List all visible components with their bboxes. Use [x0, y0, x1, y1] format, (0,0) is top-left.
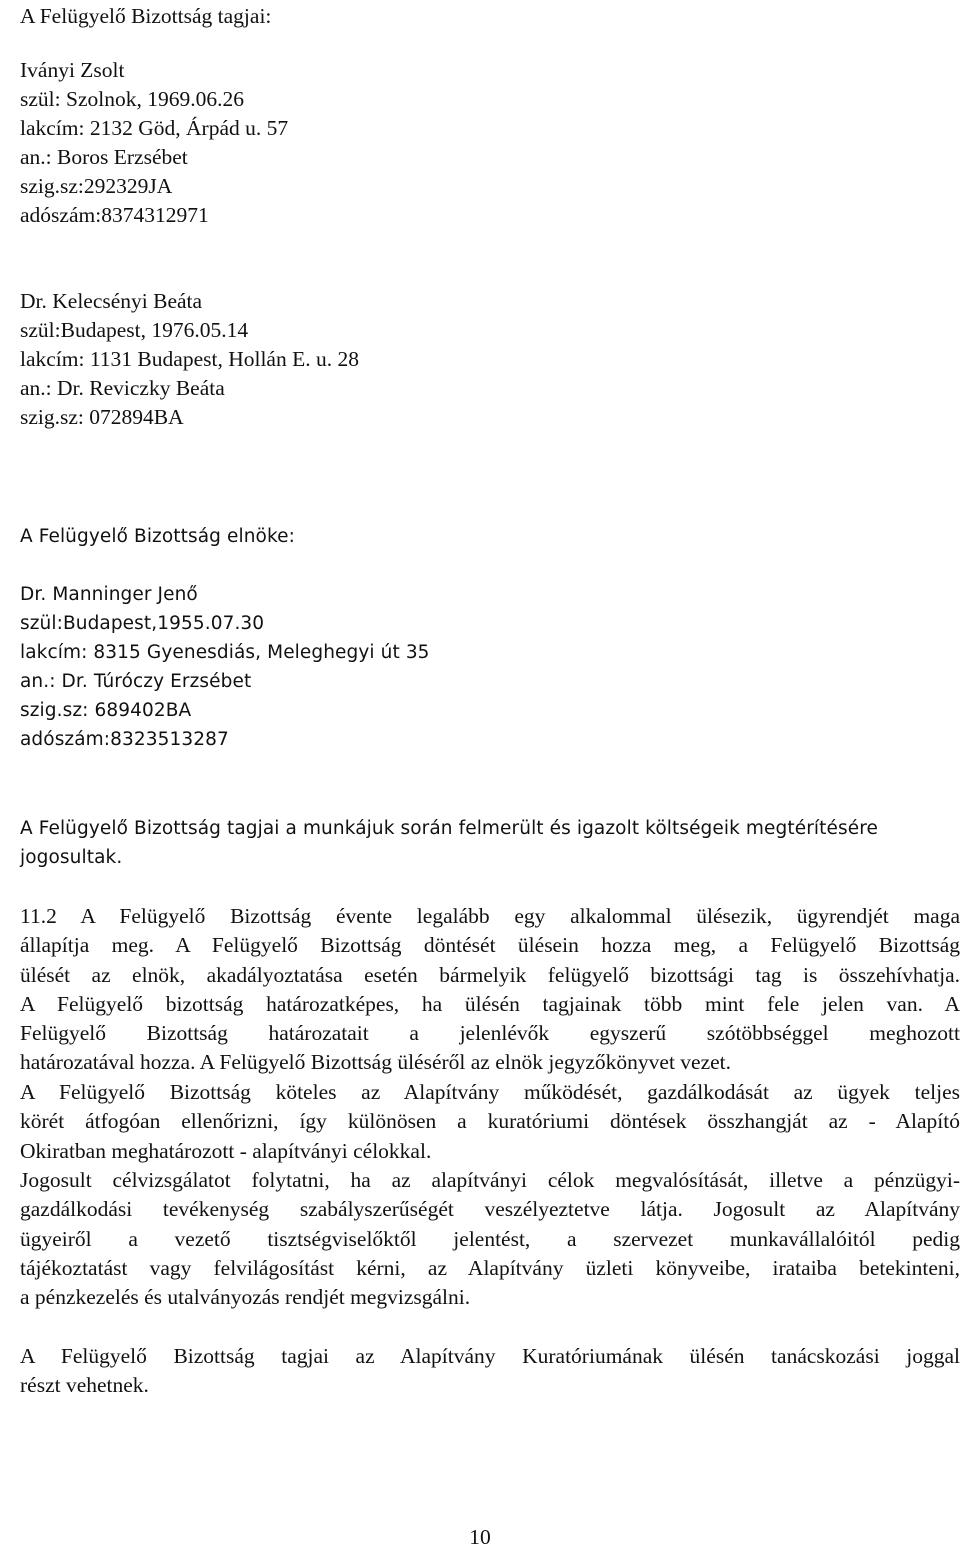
paragraph-line: ügyeiről a vezető tisztségviselőktől jelentést, a szervezet munkavállalóitól pedig: [20, 1226, 960, 1251]
member-id: szig.sz: 072894BA: [20, 405, 184, 429]
paragraph-line: a pénzkezelés és utalványozás rendjét megvizsgálni.: [20, 1285, 471, 1310]
chair-mother: an.: Dr. Túróczy Erzsébet: [20, 671, 252, 692]
paragraph-line: A Felügyelő bizottság határozatképes, ha ülésén tagjainak több mint fele jelen van. A: [20, 991, 960, 1016]
duties-paragraph: [20, 1078, 960, 1166]
paragraph-line: A Felügyelő Bizottság tagjai a munkájuk során felmerült és igazolt költségeik megtérítésére: [20, 818, 878, 839]
rights-paragraph: [20, 1166, 960, 1312]
chair-heading: A Felügyelő Bizottság elnöke:: [20, 526, 295, 547]
paragraph-line: jogosultak.: [20, 847, 123, 869]
chair-tax: adószám:8323513287: [20, 729, 229, 750]
member-born: szül:Budapest, 1976.05.14: [20, 318, 249, 342]
paragraph-line: részt vehetnek.: [20, 1373, 149, 1398]
member-address: lakcím: 1131 Budapest, Hollán E. u. 28: [20, 347, 359, 371]
member-name: Dr. Kelecsényi Beáta: [20, 289, 203, 313]
member-id: szig.sz:292329JA: [20, 174, 173, 198]
paragraph-line: Felügyelő Bizottság határozatait a jelenlévők egyszerű szótöbbséggel meghozott: [20, 1021, 960, 1046]
paragraph-line: körét átfogóan ellenőrizni, így különösen a kuratóriumi döntések összhangját az - Alapító: [20, 1109, 960, 1134]
paragraph-line: Jogosult célvizsgálatot folytatni, ha az alapítványi célok megvalósítását, illetve a pénzügyi-: [20, 1168, 960, 1192]
paragraph-line: Okiratban meghatározott - alapítványi célokkal.: [20, 1138, 432, 1163]
section-11-2-paragraph: [20, 902, 960, 1078]
chair-born: szül:Budapest,1955.07.30: [20, 613, 265, 634]
page-number: 10: [469, 1525, 491, 1549]
member-tax: adószám:8374312971: [20, 203, 209, 227]
paragraph-line: gazdálkodási tevékenység szabályszerűségét veszélyeztetve látja. Jogosult az Alapítvány: [20, 1197, 960, 1222]
paragraph-line: állapítja meg. A Felügyelő Bizottság döntését ülésein hozza meg, a Felügyelő Bizottság: [20, 933, 960, 958]
paragraph-line: 11.2 A Felügyelő Bizottság évente legalább egy alkalommal ülésezik, ügyrendjét maga: [20, 904, 960, 928]
member-mother: an.: Dr. Reviczky Beáta: [20, 376, 225, 400]
member-address: lakcím: 2132 Göd, Árpád u. 57: [20, 116, 289, 140]
paragraph-line: A Felügyelő Bizottság köteles az Alapítvány működését, gazdálkodását az ügyek teljes: [20, 1080, 960, 1104]
costs-paragraph: [20, 814, 960, 873]
member-name: Iványi Zsolt: [20, 58, 125, 82]
paragraph-line: A Felügyelő Bizottság tagjai az Alapítvány Kuratóriumának ülésén tanácskozási joggal: [20, 1344, 960, 1368]
chair-name: Dr. Manninger Jenő: [20, 584, 198, 605]
chair-address: lakcím: 8315 Gyenesdiás, Meleghegyi út 35: [20, 642, 430, 663]
paragraph-line: ülését az elnök, akadályoztatása esetén bármelyik felügyelő bizottsági tag is összehívhatja.: [20, 962, 960, 987]
chair-id: szig.sz: 689402BA: [20, 700, 192, 721]
paragraph-line: határozatával hozza. A Felügyelő Bizottság üléséről az elnök jegyzőkönyvet vezet.: [20, 1050, 732, 1075]
members-heading: A Felügyelő Bizottság tagjai:: [20, 4, 272, 28]
paragraph-line: tájékoztatást vagy felvilágosítást kérni, az Alapítvány üzleti könyveibe, irataiba betekinteni,: [20, 1255, 960, 1280]
advisory-paragraph: [20, 1342, 960, 1401]
member-born: szül: Szolnok, 1969.06.26: [20, 87, 244, 111]
member-mother: an.: Boros Erzsébet: [20, 145, 188, 169]
